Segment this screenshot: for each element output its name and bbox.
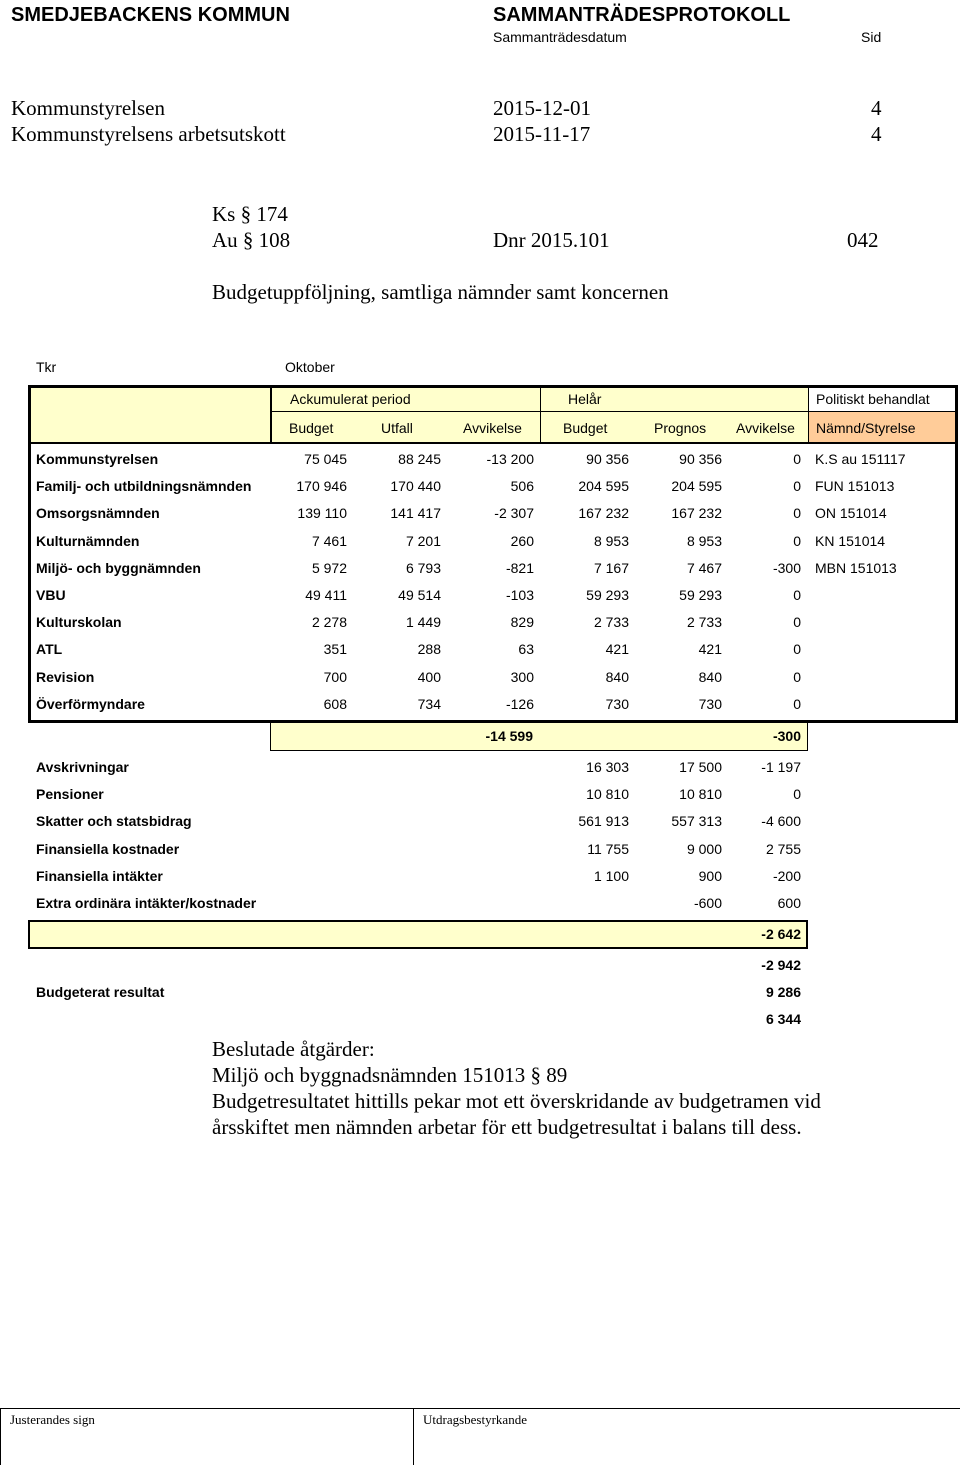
vline-year [808, 385, 809, 442]
footer-vline-left [0, 1408, 1, 1465]
finance-cell-prognos: 9 000 [686, 840, 722, 857]
row-name: Kulturnämnden [36, 532, 140, 549]
cell-avvikelse: 300 [510, 668, 534, 685]
cell-avvikelse-year: 0 [793, 532, 801, 549]
cell-budget: 139 110 [297, 505, 347, 522]
cell-prognos: 730 [698, 695, 722, 712]
cell-avvikelse-year: -300 [772, 559, 801, 576]
cell-political-ref: K.S au 151117 [815, 451, 906, 467]
cell-budget: 2 278 [311, 614, 347, 631]
finance-cell-budget: 16 303 [586, 759, 629, 775]
decisions-body: Miljö och byggnadsnämnden 151013 [212, 1063, 526, 1087]
finance-row-name: Finansiella intäkter [36, 867, 163, 884]
section-symbol: § [240, 202, 252, 226]
col-pol: Nämnd/Styrelse [816, 420, 916, 436]
col-budget: Budget [289, 420, 334, 436]
finance-cell-avvikelse: 2 755 [765, 840, 801, 857]
municipality-name: SMEDJEBACKENS KOMMUN [11, 4, 290, 26]
ks-number: 174 [256, 202, 288, 226]
finance-total: -2 642 [761, 926, 801, 942]
finance-cell-prognos: 557 313 [671, 813, 722, 830]
ks-ref [212, 202, 288, 227]
cell-utfall: 6 793 [405, 559, 441, 576]
cell-budget-year: 730 [605, 695, 629, 712]
cell-prognos: 2 733 [686, 614, 722, 631]
cell-prognos: 421 [698, 641, 722, 658]
cell-prognos: 7 467 [686, 559, 722, 576]
finance-cell-budget: 561 913 [578, 813, 629, 830]
cell-avvikelse: -821 [505, 559, 534, 576]
cell-utfall: 141 417 [390, 505, 441, 522]
cell-budget-year: 421 [605, 641, 629, 658]
finance-cell-avvikelse: -1 197 [761, 759, 801, 775]
au-ref [212, 228, 290, 253]
vline-acc [540, 385, 541, 442]
dnr-ref: Dnr 2015.101 [493, 228, 610, 252]
document-type: SAMMANTRÄDESPROTOKOLL [493, 4, 791, 26]
cell-utfall: 400 [417, 668, 441, 685]
cell-avvikelse-year: 0 [793, 695, 801, 712]
meeting-body-2: Kommunstyrelsens arbetsutskott [11, 122, 286, 146]
cell-political-ref: ON 151014 [815, 505, 887, 522]
finance-row-name: Finansiella kostnader [36, 840, 180, 857]
cell-utfall: 1 449 [405, 614, 441, 631]
col-utfall: Utfall [381, 420, 413, 436]
cell-political-ref: FUN 151013 [815, 478, 895, 495]
decisions-line-2: Budgetresultatet hittills pekar mot ett överskridande av budgetramen vid [212, 1089, 821, 1113]
cell-utfall: 170 440 [390, 478, 441, 495]
finance-cell-avvikelse: 600 [777, 895, 801, 911]
col-budget-year: Budget [563, 420, 608, 436]
cell-budget: 608 [323, 695, 347, 712]
cell-political-ref: KN 151014 [815, 532, 886, 549]
meeting-page-2: 4 [871, 122, 882, 146]
cell-budget: 351 [323, 641, 347, 658]
hline-header [28, 442, 958, 444]
row-name: Omsorgsnämnden [36, 505, 160, 522]
col-prognos: Prognos [654, 420, 707, 436]
row-name: Överförmyndare [36, 695, 145, 712]
finance-cell-avvikelse: -4 600 [761, 813, 801, 830]
finance-cell-avvikelse: 0 [793, 786, 801, 803]
budget-result-label: Budgeterat resultat [36, 984, 165, 1000]
cell-avvikelse-year: 0 [793, 668, 801, 685]
meeting-page-1: 4 [871, 96, 882, 120]
after-total-1: -2 942 [761, 957, 801, 973]
cell-budget-year: 2 733 [593, 614, 629, 631]
col-avvikelse: Avvikelse [463, 420, 522, 436]
row-name: Kommunstyrelsen [36, 451, 159, 467]
decisions-line-3: årsskiftet men nämnden arbetar för ett budgetresultat i balans till dess. [212, 1115, 802, 1139]
row-name: Miljö- och byggnämnden [36, 559, 201, 576]
page-title: Budgetuppföljning, samtliga nämnder samt koncernen [212, 280, 669, 304]
cell-avvikelse-year: 0 [793, 478, 801, 495]
group-pol: Politiskt behandlat [816, 391, 930, 407]
cell-political-ref: MBN 151013 [815, 559, 897, 576]
cell-utfall: 88 245 [398, 451, 441, 467]
meeting-date-1: 2015-12-01 [493, 96, 591, 120]
footer-rule [0, 1408, 960, 1409]
cell-budget-year: 7 167 [593, 559, 629, 576]
au-label: Au [212, 228, 238, 252]
hline-group [270, 411, 958, 412]
cell-utfall: 288 [417, 641, 441, 658]
sum-year-deviation: -300 [772, 728, 801, 744]
cell-budget: 5 972 [311, 559, 347, 576]
cell-avvikelse: 506 [510, 478, 534, 495]
footer-extract: Utdragsbestyrkande [423, 1412, 527, 1427]
au-number: 108 [258, 228, 291, 252]
cell-prognos: 840 [698, 668, 722, 685]
decisions-heading: Beslutade åtgärder: [212, 1037, 375, 1061]
row-name: Kulturskolan [36, 614, 122, 631]
cell-budget-year: 90 356 [586, 451, 629, 467]
section-symbol: § [242, 228, 254, 252]
finance-cell-prognos: 17 500 [679, 759, 722, 775]
cell-avvikelse: 63 [518, 641, 534, 658]
finance-cell-prognos: 900 [698, 867, 722, 884]
ks-label: Ks [212, 202, 236, 226]
cell-avvikelse: -2 307 [494, 505, 534, 522]
vline-names [270, 385, 272, 442]
finance-cell-budget: 11 755 [587, 840, 629, 857]
row-name: Revision [36, 668, 95, 685]
cell-budget-year: 840 [605, 668, 629, 685]
finance-cell-prognos: -600 [693, 895, 722, 911]
cell-budget: 7 461 [311, 532, 347, 549]
cell-budget-year: 8 953 [593, 532, 629, 549]
after-total-2: 6 344 [765, 1011, 801, 1027]
finance-row-name: Pensioner [36, 786, 104, 803]
cell-prognos: 90 356 [679, 451, 722, 467]
cell-avvikelse-year: 0 [793, 587, 801, 603]
cell-budget-year: 59 293 [586, 587, 629, 603]
budget-result-value: 9 286 [765, 984, 801, 1000]
decisions-paragraph-number: 89 [546, 1063, 568, 1087]
finance-total-row [28, 920, 808, 949]
col-avvikelse-year: Avvikelse [736, 420, 795, 436]
footer-vline-mid [413, 1408, 414, 1465]
finance-row-name: Avskrivningar [36, 759, 129, 775]
page-label: Sid [861, 29, 882, 45]
date-label: Sammanträdesdatum [493, 29, 627, 45]
cell-budget: 49 411 [305, 587, 347, 603]
cell-utfall: 7 201 [405, 532, 441, 549]
cell-prognos: 167 232 [671, 505, 722, 522]
meeting-date-2: 2015-11-17 [493, 122, 591, 146]
finance-cell-budget: 10 810 [586, 786, 629, 803]
cell-budget-year: 204 595 [578, 478, 629, 495]
cell-avvikelse-year: 0 [793, 451, 801, 467]
finance-cell-prognos: 10 810 [679, 786, 722, 803]
cell-budget: 170 946 [296, 478, 347, 495]
footer-sign: Justerandes sign [10, 1412, 95, 1427]
cell-avvikelse: -126 [505, 695, 534, 712]
cell-avvikelse-year: 0 [793, 614, 801, 631]
row-name: ATL [36, 641, 63, 658]
decisions-line-1 [212, 1063, 567, 1088]
cell-avvikelse: -103 [505, 587, 534, 603]
cell-prognos: 204 595 [671, 478, 722, 495]
cell-avvikelse-year: 0 [793, 505, 801, 522]
row-name: Familj- och utbildningsnämnden [36, 478, 252, 495]
month-label: Oktober [285, 359, 335, 375]
finance-cell-avvikelse: -200 [772, 867, 801, 884]
finance-row-name: Skatter och statsbidrag [36, 813, 192, 830]
cell-utfall: 49 514 [398, 587, 441, 603]
cell-avvikelse-year: 0 [793, 641, 801, 658]
cell-budget-year: 167 232 [578, 505, 629, 522]
cell-avvikelse: 260 [510, 532, 534, 549]
sum-acc-deviation: -14 599 [485, 728, 533, 744]
row-name: VBU [36, 587, 66, 603]
cell-budget: 700 [323, 668, 347, 685]
meeting-body-1: Kommunstyrelsen [11, 96, 165, 120]
cell-avvikelse: -13 200 [486, 451, 534, 467]
cell-utfall: 734 [417, 695, 441, 712]
cell-avvikelse: 829 [510, 614, 534, 631]
cell-prognos: 8 953 [686, 532, 722, 549]
group-year: Helår [568, 391, 602, 407]
unit-label: Tkr [36, 359, 57, 375]
group-acc: Ackumulerat period [290, 391, 411, 407]
cell-prognos: 59 293 [679, 587, 722, 603]
section-symbol: § [530, 1063, 541, 1087]
cell-budget: 75 045 [304, 451, 347, 467]
finance-cell-budget: 1 100 [593, 867, 629, 884]
finance-row-name: Extra ordinära intäkter/kostnader [36, 895, 257, 911]
dnr-suffix: 042 [847, 228, 879, 252]
